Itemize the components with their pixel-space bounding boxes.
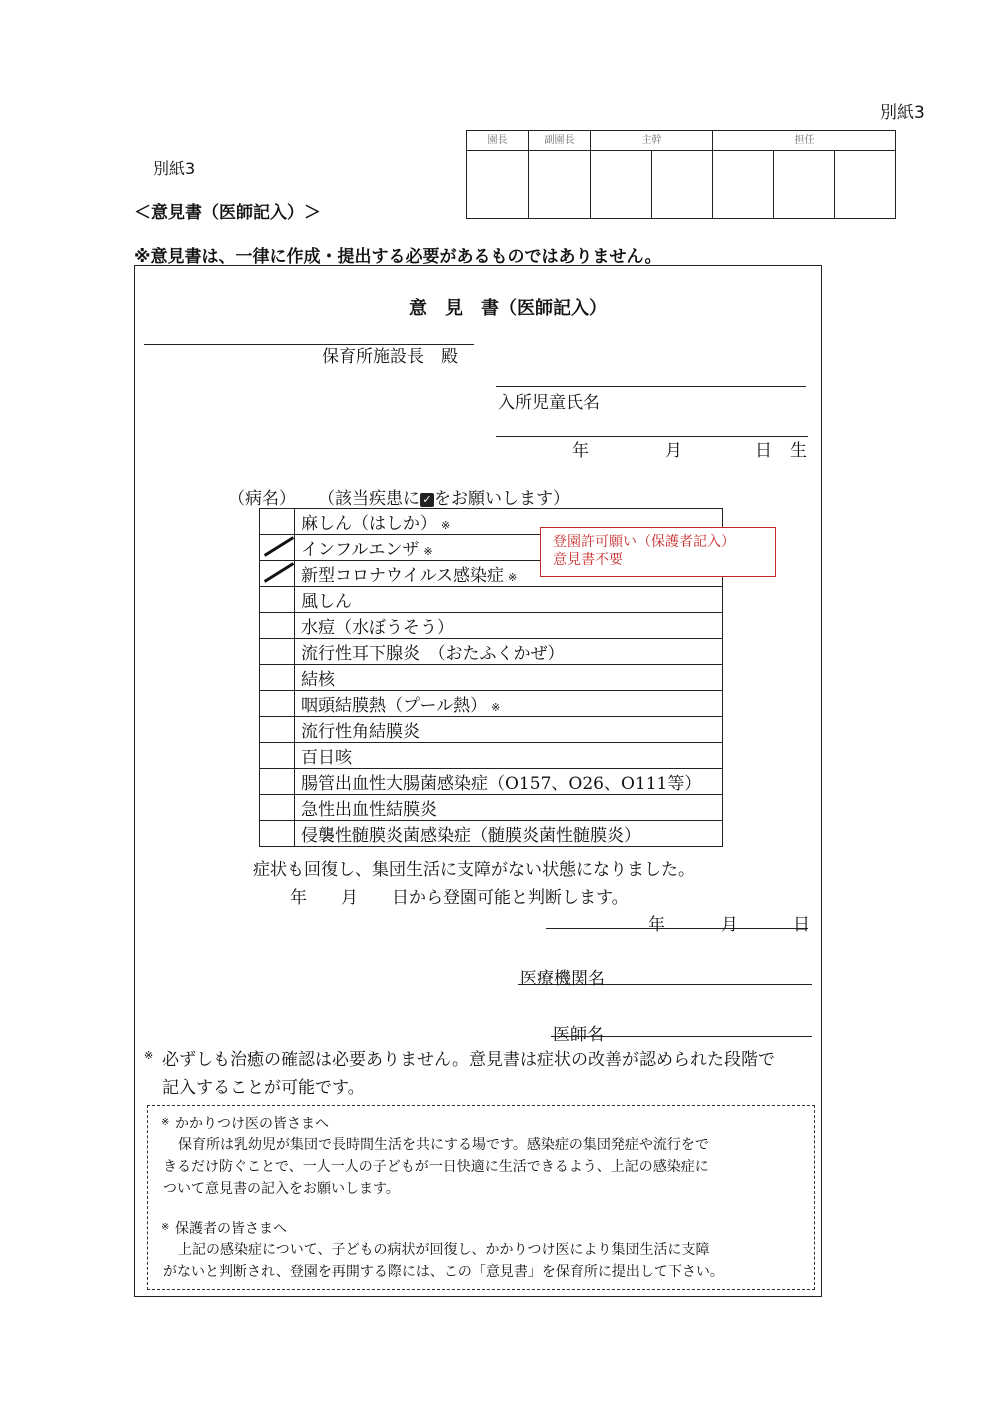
corner-attachment-label: 別紙3 xyxy=(880,103,925,123)
disease-name: 咽頭結膜熱（プール熱） xyxy=(301,696,488,716)
disease-checkbox[interactable] xyxy=(260,691,295,717)
disease-note-mark: ※ xyxy=(423,545,433,558)
birth-suffix-label: 生 xyxy=(790,441,807,461)
disease-name: 百日咳 xyxy=(301,748,352,768)
doctors-text: きるだけ防ぐことで、一人一人の子どもが一日快適に生活できるよう、上記の感染症に xyxy=(163,1159,709,1175)
red-annotation-line: 登園許可願い（保護者記入） xyxy=(553,534,735,550)
disease-name-cell xyxy=(295,691,723,717)
parents-text: 上記の感染症について、子どもの病状が回復し、かかりつけ医により集団生活に支障 xyxy=(178,1242,710,1258)
disease-name-cell xyxy=(295,743,723,769)
disease-note-mark: ※ xyxy=(491,701,501,714)
doctors-heading: かかりつけ医の皆さまへ xyxy=(175,1116,329,1132)
birth-month-label: 月 xyxy=(665,441,682,461)
disease-checkbox[interactable] xyxy=(260,743,295,769)
stamp-cell[interactable] xyxy=(713,151,774,218)
recovery-statement: 症状も回復し、集団生活に支障がない状態になりました。 xyxy=(253,860,695,880)
disease-name-cell xyxy=(295,613,723,639)
approval-stamp-grid xyxy=(466,130,896,219)
disease-name: インフルエンザ xyxy=(301,540,420,560)
document-heading: ＜意見書（医師記入）＞ xyxy=(134,203,321,223)
stamp-cell[interactable] xyxy=(529,151,591,218)
child-name-field[interactable] xyxy=(496,386,806,387)
footnote-line: 記入することが可能です。 xyxy=(162,1078,365,1098)
disease-row xyxy=(260,691,723,717)
disease-row xyxy=(260,639,723,665)
disease-name: 急性出血性結膜炎 xyxy=(301,800,437,820)
stamp-header-chief: 主幹 xyxy=(591,131,713,151)
disease-checkbox[interactable] xyxy=(260,717,295,743)
disease-row xyxy=(260,743,723,769)
institution-field[interactable] xyxy=(518,984,812,985)
disease-name-cell xyxy=(295,665,723,691)
disease-name: 流行性角結膜炎 xyxy=(301,722,420,742)
disease-row xyxy=(260,587,723,613)
stamp-cell[interactable] xyxy=(835,151,895,218)
disease-name: 風しん xyxy=(301,592,352,612)
disease-row xyxy=(260,795,723,821)
parents-text: がないと判断され、登園を再開する際には、この「意見書」を保育所に提出して下さい。 xyxy=(163,1264,724,1280)
stamp-cell[interactable] xyxy=(774,151,835,218)
disease-name: 結核 xyxy=(301,670,335,690)
stamp-header-vice-director: 副園長 xyxy=(529,131,591,151)
stamp-cell[interactable] xyxy=(652,151,713,218)
strike-slash-icon xyxy=(264,536,294,557)
disease-row xyxy=(260,769,723,795)
disease-name: 麻しん（はしか） xyxy=(301,514,437,534)
doctors-text: ついて意見書の記入をお願いします。 xyxy=(163,1181,400,1197)
strike-slash-icon xyxy=(264,562,294,583)
birth-year-label: 年 xyxy=(572,441,589,461)
disease-checkbox[interactable] xyxy=(260,821,295,847)
stamp-cell[interactable] xyxy=(467,151,529,218)
disease-checkbox[interactable] xyxy=(260,587,295,613)
disease-checkbox[interactable] xyxy=(260,561,295,587)
disease-name: 新型コロナウイルス感染症 xyxy=(301,566,504,586)
form-date-field[interactable] xyxy=(546,928,808,929)
disease-checkbox[interactable] xyxy=(260,613,295,639)
stamp-cell[interactable] xyxy=(591,151,652,218)
instruction-suffix: をお願いします） xyxy=(434,489,570,509)
info-mark: ※ xyxy=(161,1117,170,1128)
disease-label: （病名） xyxy=(228,489,296,509)
doctor-name-field[interactable] xyxy=(551,1036,812,1037)
date-month-label: 月 xyxy=(721,915,738,935)
attendance-statement: 年 月 日から登園可能と判断します。 xyxy=(290,888,629,908)
date-year-label: 年 xyxy=(648,915,665,935)
child-name-label: 入所児童氏名 xyxy=(498,393,600,413)
birth-day-label: 日 xyxy=(755,441,772,461)
doctors-text: 保育所は乳幼児が集団で長時間生活を共にする場です。感染症の集団発症や流行をで xyxy=(178,1137,709,1153)
footnote-mark: ※ xyxy=(144,1049,154,1062)
disease-checkbox[interactable] xyxy=(260,795,295,821)
parents-heading: 保護者の皆さまへ xyxy=(175,1221,287,1237)
disease-checkbox[interactable] xyxy=(260,639,295,665)
stamp-header-director: 園長 xyxy=(467,131,529,151)
disease-checkbox[interactable] xyxy=(260,535,295,561)
disease-checkbox[interactable] xyxy=(260,509,295,535)
addressee-label: 保育所施設長 殿 xyxy=(322,347,458,367)
attachment-label: 別紙3 xyxy=(153,159,196,178)
disease-name-cell xyxy=(295,821,723,847)
notice-text: ※意見書は、一律に作成・提出する必要があるものではありません。 xyxy=(134,247,662,267)
disease-name: 侵襲性髄膜炎菌感染症（髄膜炎菌性髄膜炎） xyxy=(301,826,641,846)
instruction-text xyxy=(318,484,570,509)
checkmark-icon: ✓ xyxy=(420,493,434,507)
disease-row xyxy=(260,665,723,691)
disease-row xyxy=(260,821,723,847)
date-day-label: 日 xyxy=(793,915,810,935)
disease-checkbox[interactable] xyxy=(260,769,295,795)
disease-row xyxy=(260,613,723,639)
instruction-prefix: （該当疾患に xyxy=(318,489,420,509)
red-annotation-box xyxy=(540,527,776,577)
footnote-line: 必ずしも治癒の確認は必要ありません。意見書は症状の改善が認められた段階で xyxy=(162,1050,776,1070)
disease-row xyxy=(260,717,723,743)
info-mark: ※ xyxy=(161,1222,170,1233)
disease-name: 腸管出血性大腸菌感染症（O157、O26、O111等） xyxy=(301,774,702,794)
disease-name-cell xyxy=(295,769,723,795)
disease-name: 水痘（水ぼうそう） xyxy=(301,618,454,638)
doctor-label: 医師名 xyxy=(553,1025,604,1045)
disease-note-mark: ※ xyxy=(507,571,518,584)
institution-label: 医療機関名 xyxy=(520,969,605,989)
form-title: 意 見 書（医師記入） xyxy=(409,298,607,319)
disease-checkbox[interactable] xyxy=(260,665,295,691)
red-annotation-line: 意見書不要 xyxy=(553,552,623,568)
disease-name: 流行性耳下腺炎 （おたふくかぜ） xyxy=(301,644,565,664)
disease-note-mark: ※ xyxy=(441,519,451,532)
stamp-header-teacher: 担任 xyxy=(713,131,896,151)
disease-name-cell xyxy=(295,795,723,821)
disease-name-cell xyxy=(295,639,723,665)
disease-name-cell xyxy=(295,587,723,613)
disease-name-cell xyxy=(295,717,723,743)
